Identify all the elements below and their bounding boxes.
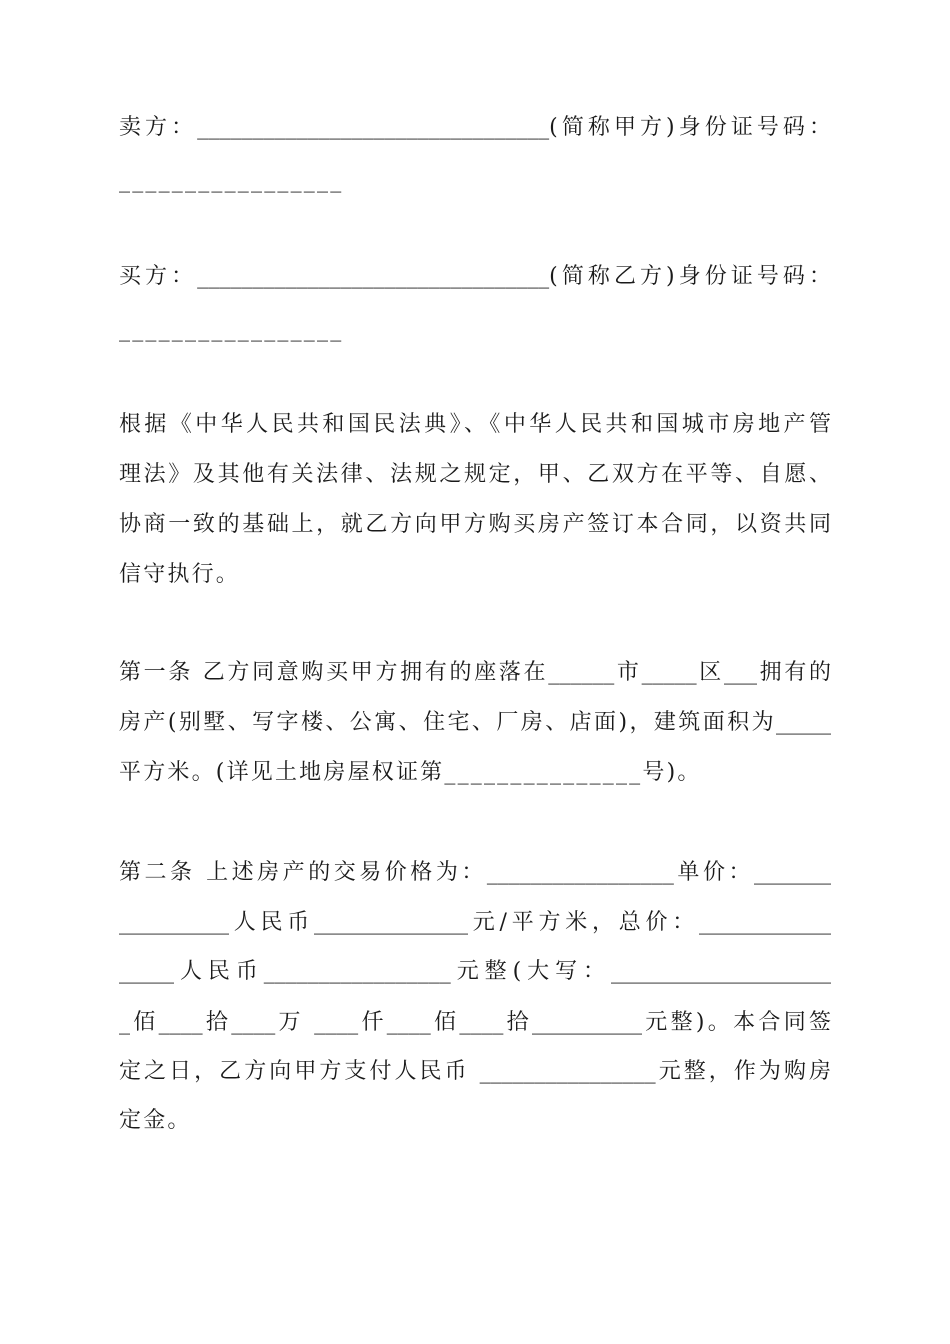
article-1-line: 第一条 乙方同意购买甲方拥有的座落在______市_____区___拥有的 [119,660,831,685]
article-2-line: 定金。 [119,1108,192,1133]
buyer-line: 买方：________________________________(简称乙方)身份证号码： [119,264,831,289]
article-2-line: 定之日，乙方向甲方支付人民币 ________________元整，作为购房 [119,1059,831,1084]
article-2-line: 第二条 上述房产的交易价格为：_________________单价：_______ [119,860,831,885]
preamble-line: 协商一致的基础上，就乙方向甲方购买房产签订本合同，以资共同 [119,512,831,537]
article-2-line: _____人民币_________________元整(大写：____________________ [119,959,831,984]
buyer-id-blank: _________________ [119,317,344,342]
preamble-line: 理法》及其他有关法律、法规之规定，甲、乙双方在平等、自愿、 [119,462,831,487]
article-2-line: __________人民币______________元/平方米，总价：____________ [119,910,831,935]
preamble-line: 信守执行。 [119,562,241,587]
article-2-line: _佰____拾____万 ____仟____佰____拾__________元整)。本合同签 [119,1010,831,1035]
preamble-line: 根据《中华人民共和国民法典》、《中华人民共和国城市房地产管 [119,412,831,437]
seller-line: 卖方：________________________________(简称甲方)身份证号码： [119,115,831,140]
article-1-line: 平方米。(详见土地房屋权证第_______________号)。 [119,760,702,785]
article-1-line: 房产(别墅、写字楼、公寓、住宅、厂房、店面)，建筑面积为_____ [119,710,831,735]
seller-id-blank: _________________ [119,168,344,193]
